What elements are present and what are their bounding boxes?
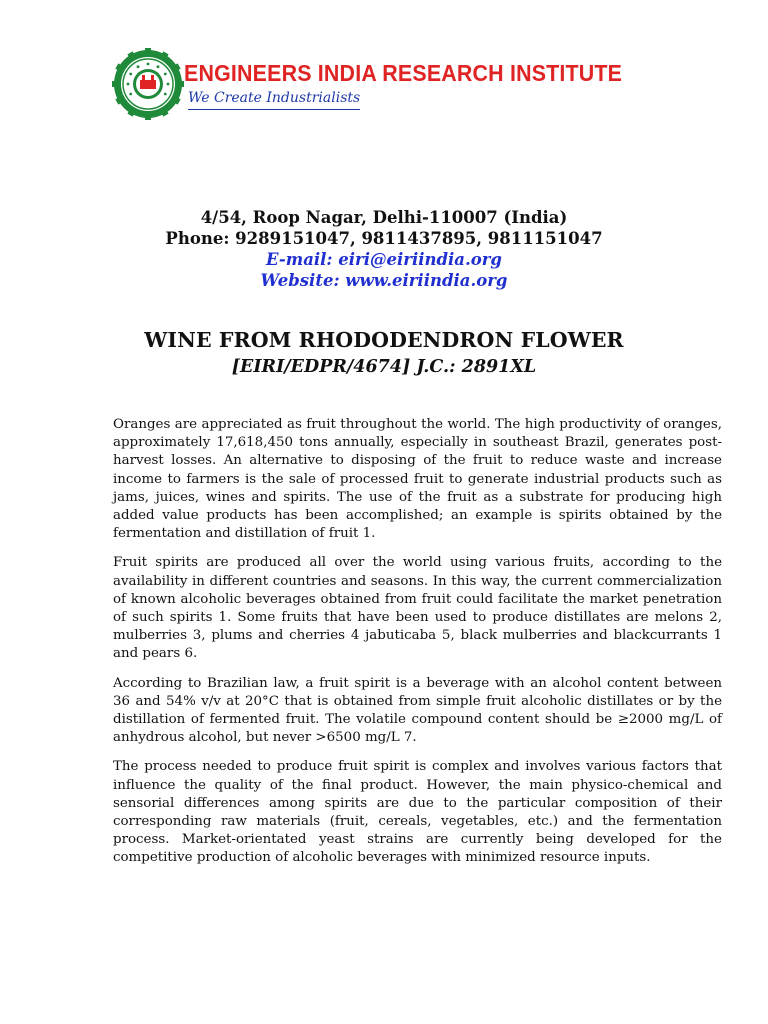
document-title: WINE FROM RHODODENDRON FLOWER [144, 328, 624, 352]
phone-numbers: Phone: 9289151047, 9811437895, 9811151047 [165, 229, 603, 248]
document-body [113, 416, 722, 879]
contact-block [0, 207, 768, 291]
email-link[interactable]: E-mail: eiri@eiriindia.org [266, 250, 502, 269]
website-link[interactable]: Website: www.eiriindia.org [260, 271, 508, 290]
letterhead [112, 46, 623, 124]
brand-tagline: We Create Industrialists [188, 90, 361, 106]
body-paragraph: According to Brazilian law, a fruit spirit is a beverage with an alcohol content between 36 and 54% v/v at 20°C that is obtained from simple fruit alcoholic distillates or by the distillation of fermented fruit. The volatile compound content should be ≥2000 mg/L of anhydrous alcohol, but never >6500 mg/L 7. [113, 675, 722, 746]
body-paragraph: Oranges are appreciated as fruit throughout the world. The high productivity of oranges, approximately 17,618,450 tons annually, especially in southeast Brazil, generates post-harvest losses. An alternative to disposing of the fruit to reduce waste and increase income to farmers is the sale of processed fruit to generate industrial products such as jams, juices, wines and spirits. The use of the fruit as a substrate for producing high added value products has been accomplished; an example is spirits obtained by the fermentation and distillation of fruit 1. [113, 417, 722, 542]
eiri-seal-logo-icon [112, 48, 184, 120]
tagline-underline [188, 109, 360, 110]
document-code: [EIRI/EDPR/4674] J.C.: 2891XL [231, 357, 537, 377]
body-paragraph: The process needed to produce fruit spirit is complex and involves various factors that influence the quality of the final product. However, the main physico-chemical and sensorial differences among spirits are due to the particular composition of their corresponding raw materials (fruit, cereals, vegetables, etc.) and the fermentation process. Market-orientated yeast strains are currently being developed for the competitive production of alcoholic beverages with minimized resource inputs. [113, 759, 722, 866]
address: 4/54, Roop Nagar, Delhi-110007 (India) [200, 208, 568, 227]
brand-name: ENGINEERS INDIA RESEARCH INSTITUTE [184, 60, 623, 86]
body-paragraph: Fruit spirits are produced all over the world using various fruits, according to the availability in different countries and seasons. In this way, the current commercialization of known alcoholic beverages obtained from fruit could facilitate the market penetration of such spirits 1. Some fruits that have been used to produce distillates are melons 2, mulberries 3, plums and cherries 4 jabuticaba 5, black mulberries and blackcurrants 1 and pears 6. [113, 555, 722, 662]
